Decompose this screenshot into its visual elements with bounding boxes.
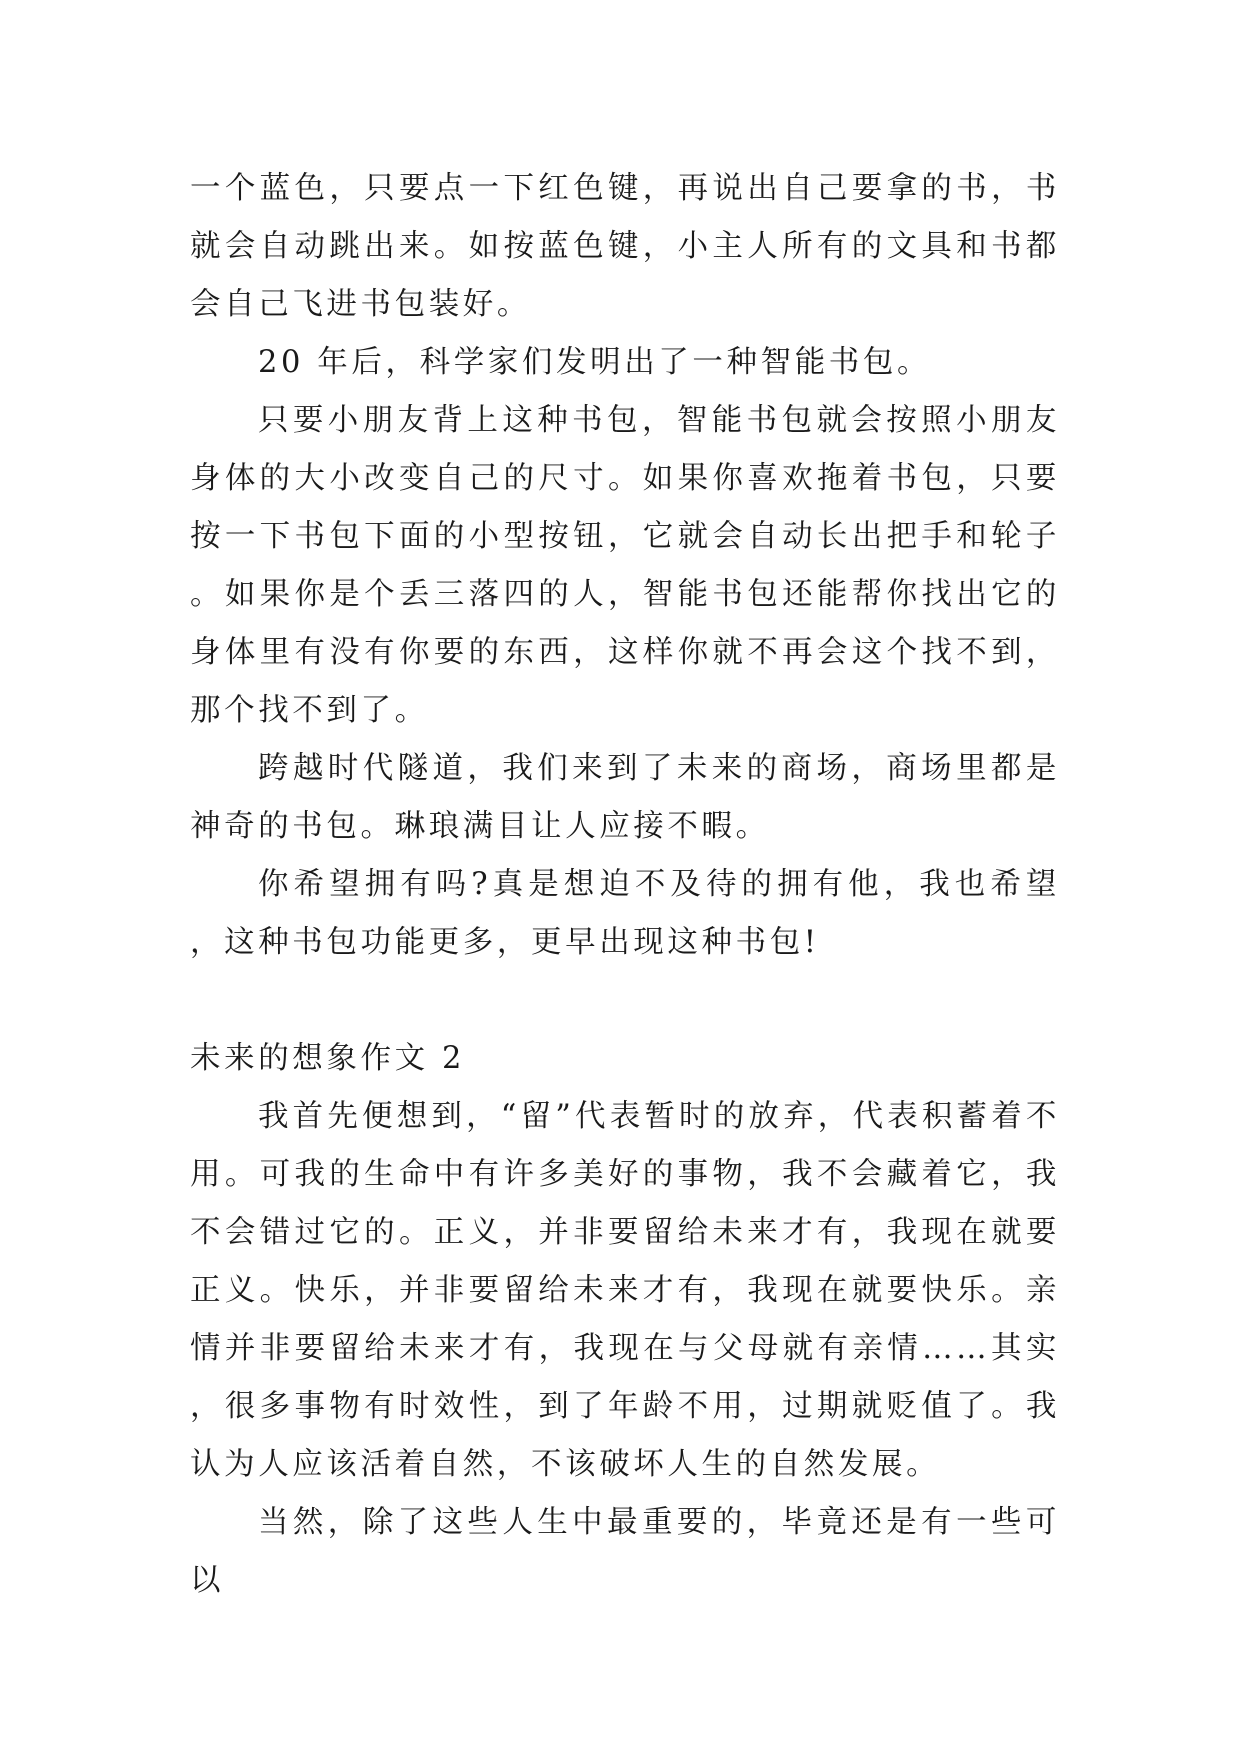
paragraph: 我首先便想到，“留”代表暂时的放弃，代表积蓄着不用。可我的生命中有许多美好的事物，我不会藏着它，我不会错过它的。正义，并非要留给未来才有，我现在就要正义。快乐，并非要留给未来才有，我现在就要快乐。亲情并非要留给未来才有，我现在与父母就有亲情……其实，很多事物有时效性，到了年龄不用，过期就贬值了。我认为人应该活着自然，不该破坏人生的自然发展。	[190, 1099, 1060, 1482]
section-spacer	[190, 972, 1060, 1030]
paragraph: 一个蓝色，只要点一下红色键，再说出自己要拿的书，书就会自动跳出来。如按蓝色键，小主人所有的文具和书都会自己飞进书包装好。	[190, 171, 1060, 322]
paragraph: 你希望拥有吗?真是想迫不及待的拥有他，我也希望，这种书包功能更多，更早出现这种书包!	[190, 867, 1060, 960]
paragraph: 只要小朋友背上这种书包，智能书包就会按照小朋友身体的大小改变自己的尺寸。如果你喜欢拖着书包，只要按一下书包下面的小型按钮，它就会自动长出把手和轮子。如果你是个丢三落四的人，智能书包还能帮你找出它的身体里有没有你要的东西，这样你就不再会这个找不到，那个找不到了。	[190, 403, 1060, 728]
document-body	[190, 160, 1060, 1610]
paragraph: 20 年后，科学家们发明出了一种智能书包。	[258, 345, 932, 380]
paragraph: 当然，除了这些人生中最重要的，毕竟还是有一些可以	[190, 1505, 1060, 1598]
paragraph: 跨越时代隧道，我们来到了未来的商场，商场里都是神奇的书包。琳琅满目让人应接不暇。	[190, 751, 1060, 844]
section-title: 未来的想象作文 2	[190, 1041, 465, 1076]
